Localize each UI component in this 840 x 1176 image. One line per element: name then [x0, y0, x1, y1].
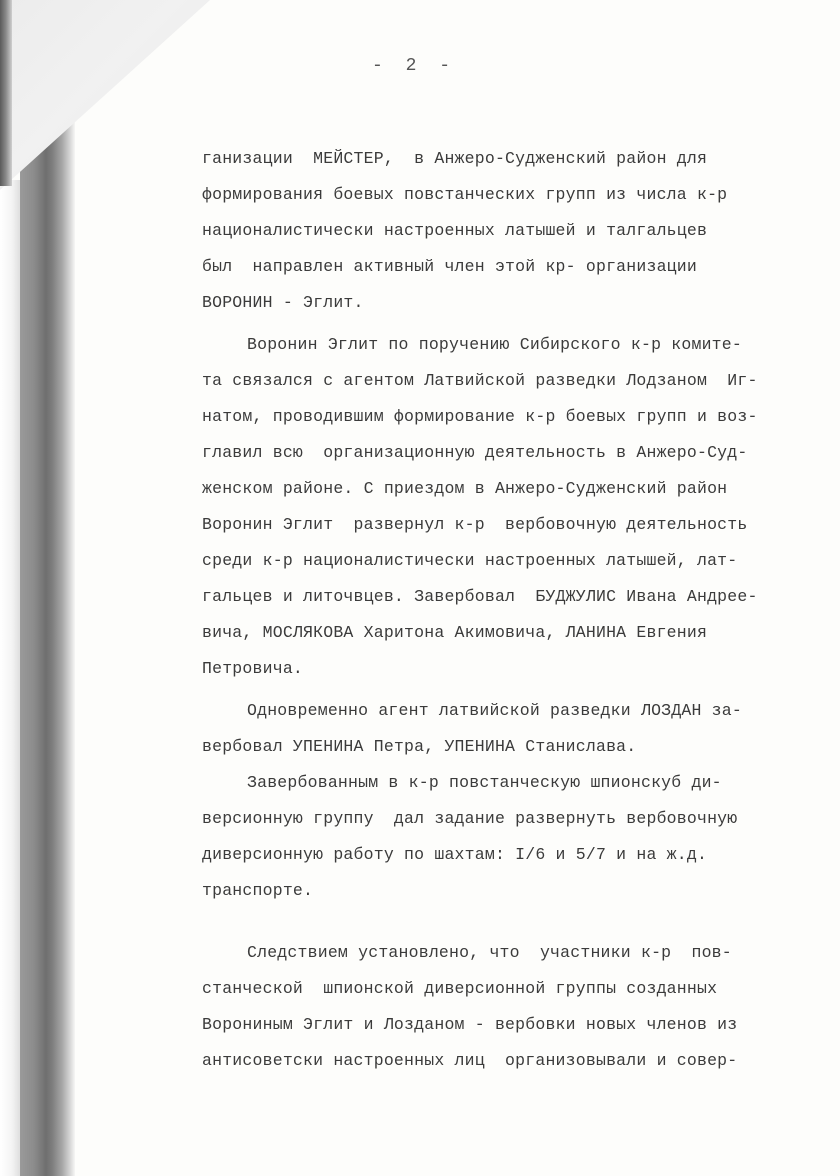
- page-number: - 2 -: [372, 56, 457, 76]
- text-line: ганизации МЕЙСТЕР, в Анжеро-Судженский район для: [202, 149, 708, 168]
- paragraph-5: [202, 938, 822, 1082]
- folded-corner: [0, 0, 210, 190]
- text-line: ВОРОНИН - Эглит.: [202, 293, 364, 312]
- text-line: натом, проводившим формирование к-р боевых групп и воз-: [202, 407, 758, 426]
- text-line: женском районе. С приездом в Анжеро-Судженский район: [202, 479, 728, 498]
- text-line: антисоветски настроенных лиц организовывали и совер-: [202, 1051, 738, 1070]
- text-line: вича, МОСЛЯКОВА Харитона Акимовича, ЛАНИНА Евгения: [202, 623, 708, 642]
- text-line: та связался с агентом Латвийской разведки Лодзаном Иг-: [202, 371, 758, 390]
- paragraph-4: [202, 768, 822, 912]
- text-line: националистически настроенных латышей и талгальцев: [202, 221, 708, 240]
- text-line: Завербованным в к-р повстанческую шпионскуб ди-: [247, 773, 722, 792]
- binding-edge: [0, 180, 22, 1176]
- text-line: транспорте.: [202, 881, 314, 900]
- text-line: главил всю организационную деятельность в Анжеро-Суд-: [202, 443, 748, 462]
- text-line: был направлен активный член этой кр- организации: [202, 257, 697, 276]
- text-line: формирования боевых повстанческих групп из числа к-р: [202, 185, 728, 204]
- text-line: Воронин Эглит развернул к-р вербовочную деятельность: [202, 515, 748, 534]
- document-body: [202, 144, 822, 1082]
- folded-corner-edge: [0, 0, 12, 186]
- text-line: вербовал УПЕНИНА Петра, УПЕНИНА Станислава.: [202, 737, 637, 756]
- text-line: Воронин Эглит по поручению Сибирского к-р комите-: [247, 335, 742, 354]
- text-line: станческой шпионской диверсионной группы созданных: [202, 979, 718, 998]
- text-line: Следствием установлено, что участники к-р пов-: [247, 943, 732, 962]
- text-line: среди к-р националистически настроенных латышей, лат-: [202, 551, 738, 570]
- text-line: Петровича.: [202, 659, 304, 678]
- text-line: диверсионную работу по шахтам: I/6 и 5/7 и на ж.д.: [202, 845, 708, 864]
- text-line: Одновременно агент латвийской разведки ЛОЗДАН за-: [247, 701, 742, 720]
- text-line: версионную группу дал задание развернуть вербовочную: [202, 809, 738, 828]
- text-line: Ворониным Эглит и Лозданом - вербовки новых членов из: [202, 1015, 738, 1034]
- binding-shadow: [20, 0, 75, 1176]
- paragraph-2: [202, 330, 822, 690]
- paragraph-3: [202, 696, 822, 768]
- paragraph-1: [202, 144, 822, 324]
- text-line: гальцев и литочвцев. Завербовал БУДЖУЛИС Ивана Андрее-: [202, 587, 758, 606]
